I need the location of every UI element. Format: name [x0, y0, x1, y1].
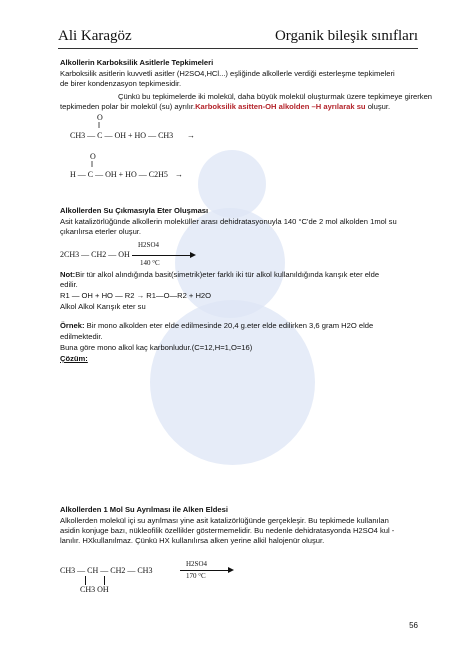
paragraph-line: asidin konjuge bazı, nükleofilik özellikler göstermemelidir. Bu nedenle dehidratasyonda H2SO4 kul - [60, 526, 395, 535]
reaction2-arrow: → [175, 170, 183, 179]
paragraph-line: Karboksilik asitlerin kuvvetli asitler (H2SO4,HCl...) eşliğinde alkollerle verdiği esterleşme tepkimeleri [60, 69, 395, 78]
reaction2-oxygen: O [90, 152, 96, 161]
paragraph-line [60, 102, 390, 112]
ether-catalyst: H2SO4 [138, 241, 160, 249]
header-author: Ali Karagöz [58, 28, 132, 44]
section-heading: Alkollerin Karboksilik Asitlerle Tepkimeleri [60, 58, 214, 67]
header-title: Organik bileşik sınıfları [274, 28, 418, 44]
bond-line [85, 576, 86, 585]
example-line: Buna göre mono alkol kaç karbonludur.(C=12,H=1,O=16) [60, 343, 253, 352]
note-line: edilir. [60, 280, 78, 289]
reaction2-equation: H — C — OH + HO — C2H5 [70, 170, 168, 179]
section-heading: Alkollerden Su Çıkmasıyla Eter Oluşması [60, 206, 209, 215]
alkene-temperature: 170 °C [186, 572, 206, 580]
solution-label: Çözüm: [60, 354, 88, 363]
ether-arrowhead [190, 252, 196, 258]
alkene-arrow [180, 570, 230, 571]
paragraph-line: çıkarılırsa eterler oluşur. [60, 227, 142, 236]
reaction1-arrow: → [187, 131, 195, 140]
reaction1-equation: CH3 — C — OH + HO — CH3 [70, 131, 174, 140]
general-equation-labels: Alkol Alkol Karışık eter su [60, 302, 146, 311]
paragraph-text: oluşur. [365, 102, 391, 111]
example-line: edilmektedir. [60, 332, 103, 341]
alkene-reactant: CH3 — CH — CH2 — CH3 [60, 566, 153, 575]
paragraph-line: lanılır. HXkullanılmaz. Çünkü HX kullanılırsa alken yerine alkil halojenür oluşur. [60, 536, 325, 545]
section-heading: Alkollerden 1 Mol Su Ayrılması ile Alken Eldesi [60, 505, 228, 514]
reaction2-double-bond: ‖ [91, 160, 94, 169]
alkene-substituents: CH3 OH [80, 585, 109, 594]
ether-temperature: 140 °C [140, 259, 160, 267]
note-line [60, 270, 379, 280]
paragraph-line: Çünkü bu tepkimelerde iki molekül, daha büyük molekül oluşturmak üzere tepkimeye girerken [118, 92, 433, 101]
alkene-catalyst: H2SO4 [186, 560, 208, 568]
alkene-arrowhead [228, 567, 234, 573]
reaction1-double-bond: ‖ [98, 121, 101, 130]
ether-arrow [132, 255, 192, 256]
paragraph-line: Asit katalizörlüğünde alkollerin moleküller arası dehidratasyonuyla 140 °C'de 2 mol alkolden 1mol su [60, 217, 397, 226]
example-label: Örnek: [60, 321, 85, 330]
bond-line [104, 576, 105, 585]
ether-reactant: 2CH3 — CH2 — OH [60, 250, 130, 259]
page-number: 56 [409, 621, 418, 630]
example-line [60, 321, 373, 331]
highlight-text: Karboksilik asitten-OH alkolden –H ayrılarak su [195, 102, 366, 111]
note-text: Bir tür alkol alındığında basit(simetrik)eter farklı iki tür alkol kullanıldığında karışık eter elde [75, 270, 380, 279]
example-text: Bir mono alkolden eter elde edilmesinde 20,4 g.eter elde edilirken 3,6 gram H2O elde [84, 321, 374, 330]
paragraph-line: Alkollerden molekül içi su ayrılması yine asit katalizörlüğünde gerçekleşir. Bu tepkimede kullanılan [60, 516, 389, 525]
header-rule [58, 48, 418, 49]
note-label: Not: [60, 270, 76, 279]
general-equation: R1 — OH + HO — R2 → R1—O—R2 + H2O [60, 291, 212, 300]
reaction1-oxygen: O [97, 113, 103, 122]
paragraph-text: tepkimeden polar bir molekül (su) ayrılır. [60, 102, 196, 111]
paragraph-line: de birer kondenzasyon tepkimesidir. [60, 79, 182, 88]
